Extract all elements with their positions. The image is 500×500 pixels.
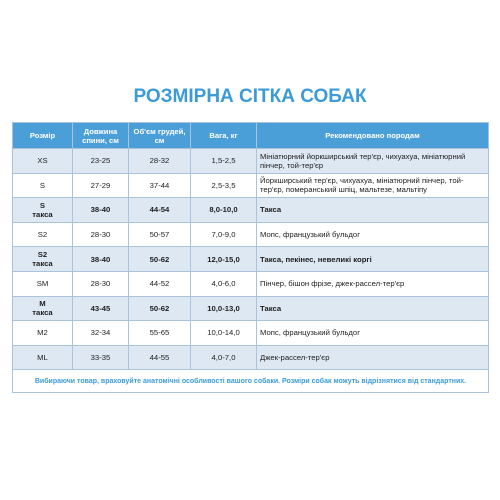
length-cell: 28-30 — [73, 271, 129, 296]
breeds-cell: Такса — [257, 296, 489, 321]
chest-cell: 44-52 — [129, 271, 191, 296]
size-cell — [13, 198, 73, 223]
chest-cell: 50-62 — [129, 296, 191, 321]
chest-cell: 28-32 — [129, 149, 191, 174]
table-row — [13, 222, 489, 247]
page-title: РОЗМІРНА СІТКА СОБАК — [133, 86, 367, 107]
size-cell — [13, 271, 73, 296]
length-cell: 43-45 — [73, 296, 129, 321]
weight-cell: 8,0-10,0 — [191, 198, 257, 223]
size-sublabel: такса — [32, 209, 53, 219]
header-size: Розмір — [13, 123, 73, 149]
breeds-cell: Такса — [257, 198, 489, 223]
length-cell: 28-30 — [73, 222, 129, 247]
size-cell — [13, 296, 73, 321]
size-label: S — [39, 200, 46, 210]
weight-cell: 10,0-13,0 — [191, 296, 257, 321]
note-row — [13, 370, 489, 393]
size-table — [12, 122, 489, 393]
header-back-length: Довжина спини, см — [73, 123, 129, 149]
chest-cell: 55-65 — [129, 321, 191, 346]
breeds-cell: Такса, пекінес, невеликі коргі — [257, 247, 489, 272]
size-label: S2 — [37, 249, 48, 259]
size-label: SM — [36, 279, 49, 289]
size-cell — [13, 345, 73, 370]
length-cell: 33-35 — [73, 345, 129, 370]
table-row — [13, 173, 489, 198]
chest-cell: 44-54 — [129, 198, 191, 223]
size-cell — [13, 149, 73, 174]
weight-cell: 4,0-7,0 — [191, 345, 257, 370]
table-row — [13, 149, 489, 174]
breeds-cell: Мопс, французький бульдог — [257, 321, 489, 346]
size-label: S — [39, 180, 46, 190]
weight-cell: 2,5-3,5 — [191, 173, 257, 198]
size-sublabel: такса — [32, 259, 53, 269]
weight-cell: 1,5-2,5 — [191, 149, 257, 174]
table-row — [13, 271, 489, 296]
size-cell — [13, 222, 73, 247]
table-row — [13, 345, 489, 370]
breeds-cell: Мопс, французький бульдог — [257, 222, 489, 247]
length-cell: 38-40 — [73, 198, 129, 223]
length-cell: 27-29 — [73, 173, 129, 198]
size-label: XS — [37, 156, 48, 166]
table-row — [13, 321, 489, 346]
breeds-cell: Пінчер, бішон фрізе, джек-рассел-тер'єр — [257, 271, 489, 296]
header-weight: Вага, кг — [191, 123, 257, 149]
header-chest: Об'єм грудей, см — [129, 123, 191, 149]
size-cell — [13, 247, 73, 272]
size-cell — [13, 321, 73, 346]
breeds-cell: Йоркширський тер'єр, чихуахуа, мініатюрний пінчер, той-тер'єр, померанський шпіц, мальтезе, мальтіпу — [257, 173, 489, 198]
table-row — [13, 198, 489, 223]
chest-cell: 50-57 — [129, 222, 191, 247]
header-breeds: Рекомендовано породам — [257, 123, 489, 149]
length-cell: 32-34 — [73, 321, 129, 346]
length-cell: 23-25 — [73, 149, 129, 174]
chest-cell: 37-44 — [129, 173, 191, 198]
chest-cell: 50-62 — [129, 247, 191, 272]
chest-cell: 44-55 — [129, 345, 191, 370]
breeds-cell: Джек-рассел-тер'єр — [257, 345, 489, 370]
weight-cell: 4,0-6,0 — [191, 271, 257, 296]
size-sublabel: такса — [32, 308, 53, 318]
breeds-cell: Мініатюрний йоркширський тер'єр, чихуахуа, мініатюрний пінчер, той-тер'єр — [257, 149, 489, 174]
header-row — [13, 123, 489, 149]
table-row — [13, 296, 489, 321]
weight-cell: 12,0-15,0 — [191, 247, 257, 272]
table-row — [13, 247, 489, 272]
size-label: M2 — [37, 328, 48, 338]
footnote: Вибираючи товар, враховуйте анатомічні особливості вашого собаки. Розміри собак можуть відрізнятися від стандартних. — [13, 370, 489, 393]
size-cell — [13, 173, 73, 198]
size-label: ML — [37, 352, 48, 362]
size-label: M — [39, 299, 46, 309]
weight-cell: 7,0-9,0 — [191, 222, 257, 247]
weight-cell: 10,0-14,0 — [191, 321, 257, 346]
size-label: S2 — [37, 229, 48, 239]
length-cell: 38-40 — [73, 247, 129, 272]
